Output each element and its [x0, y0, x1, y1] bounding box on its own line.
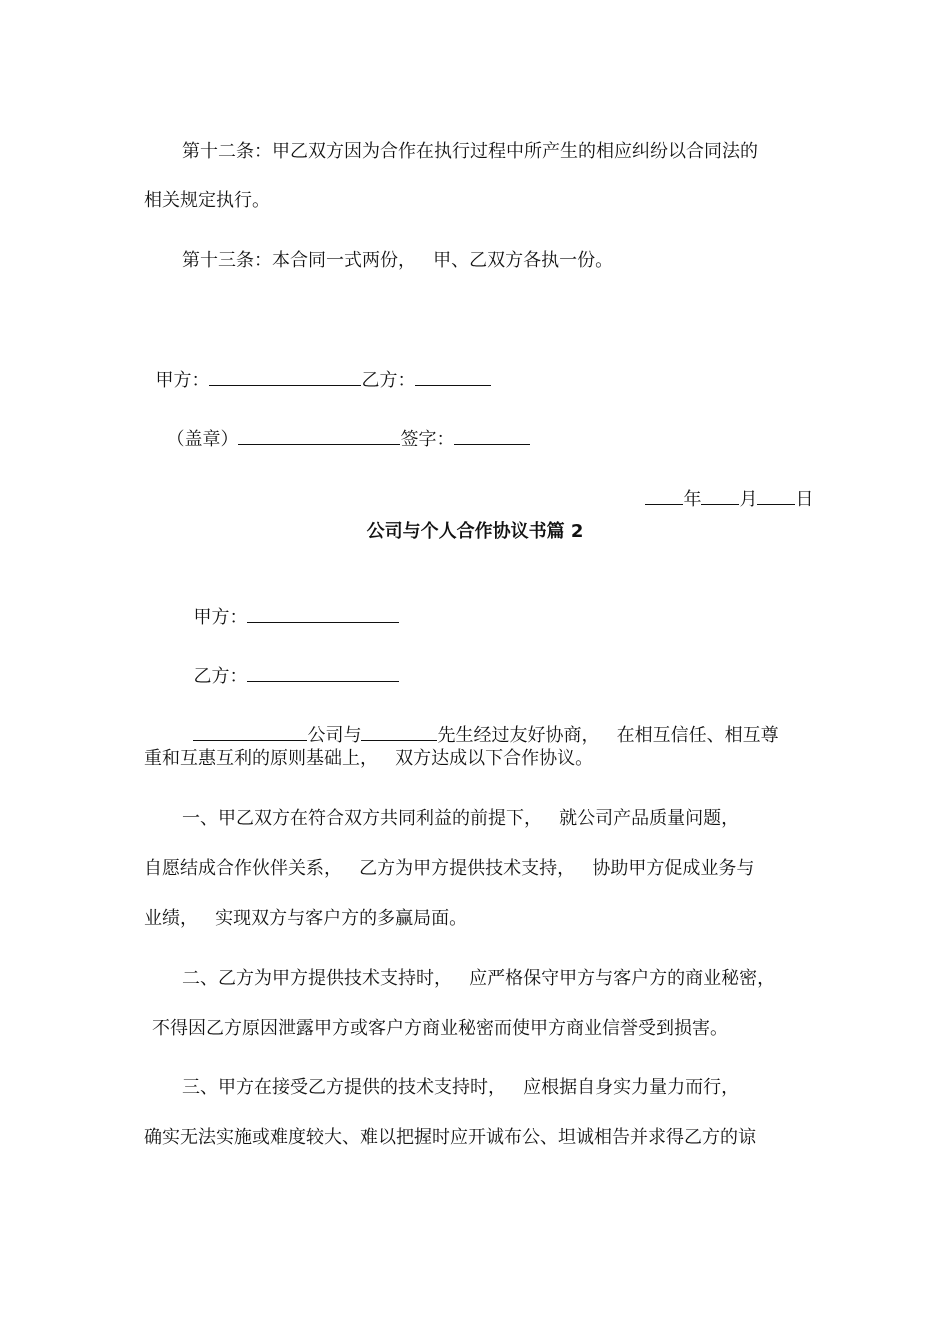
article-13: 第十三条：本合同一式两份， 甲、乙双方各执一份。 — [182, 250, 614, 271]
seal-blank — [238, 426, 400, 445]
party-b-blank — [247, 663, 399, 682]
section-2-title: 公司与个人合作协议书篇 2 — [366, 521, 584, 542]
signature-blank — [454, 426, 530, 445]
date-year: 年 — [683, 489, 702, 510]
party-a-label: 甲方： — [193, 607, 248, 628]
signature-party-line — [144, 343, 491, 393]
clause-1-line-1: 一、甲乙双方在符合双方共同利益的前提下， 就公司产品质量问题， — [182, 808, 740, 829]
year-blank — [645, 486, 683, 505]
clause-1-line-3: 业绩， 实现双方与客户方的多赢局面。 — [144, 908, 468, 929]
signature-party-b-label: 乙方： — [361, 370, 416, 391]
intro-rest-text: 先生经过友好协商， 在相互信任、相互尊 — [437, 725, 779, 746]
seal-label: （盖章） — [166, 429, 239, 450]
party-b-label: 乙方： — [193, 666, 248, 687]
clause-2-line-2: 不得因乙方原因泄露甲方或客户方商业秘密而使甲方商业信誉受到损害。 — [152, 1018, 728, 1039]
signature-label: 签字： — [400, 429, 455, 450]
intro-line-2: 重和互惠互利的原则基础上， 双方达成以下合作协议。 — [144, 748, 594, 769]
clause-2-line-1: 二、乙方为甲方提供技术支持时， 应严格保守甲方与客户方的商业秘密， — [182, 968, 776, 989]
intro-line-1 — [182, 698, 779, 748]
intro-company-text: 公司与 — [307, 725, 362, 746]
clause-1-line-2: 自愿结成合作伙伴关系， 乙方为甲方提供技术支持， 协助甲方促成业务与 — [144, 858, 755, 879]
clause-3-line-2: 确实无法实施或难度较大、难以把握时应开诚布公、坦诚相告并求得乙方的谅 — [144, 1127, 756, 1148]
day-blank — [757, 486, 795, 505]
party-b-line — [182, 639, 399, 689]
article-12-line-1: 第十二条：甲乙双方因为合作在执行过程中所产生的相应纠纷以合同法的 — [182, 141, 758, 162]
date-month: 月 — [739, 489, 758, 510]
party-b-signature-blank — [415, 367, 491, 386]
month-blank — [701, 486, 739, 505]
article-12-line-2: 相关规定执行。 — [144, 190, 270, 211]
date-line — [634, 462, 813, 512]
party-a-signature-blank — [209, 367, 361, 386]
company-name-blank — [193, 722, 307, 741]
clause-3-line-1: 三、甲方在接受乙方提供的技术支持时， 应根据自身实力量力而行， — [182, 1077, 740, 1098]
date-day: 日 — [795, 489, 814, 510]
signature-party-a-label: 甲方： — [155, 370, 210, 391]
person-name-blank — [361, 722, 437, 741]
party-a-blank — [247, 604, 399, 623]
party-a-line — [182, 580, 399, 630]
seal-signature-line — [155, 402, 530, 452]
